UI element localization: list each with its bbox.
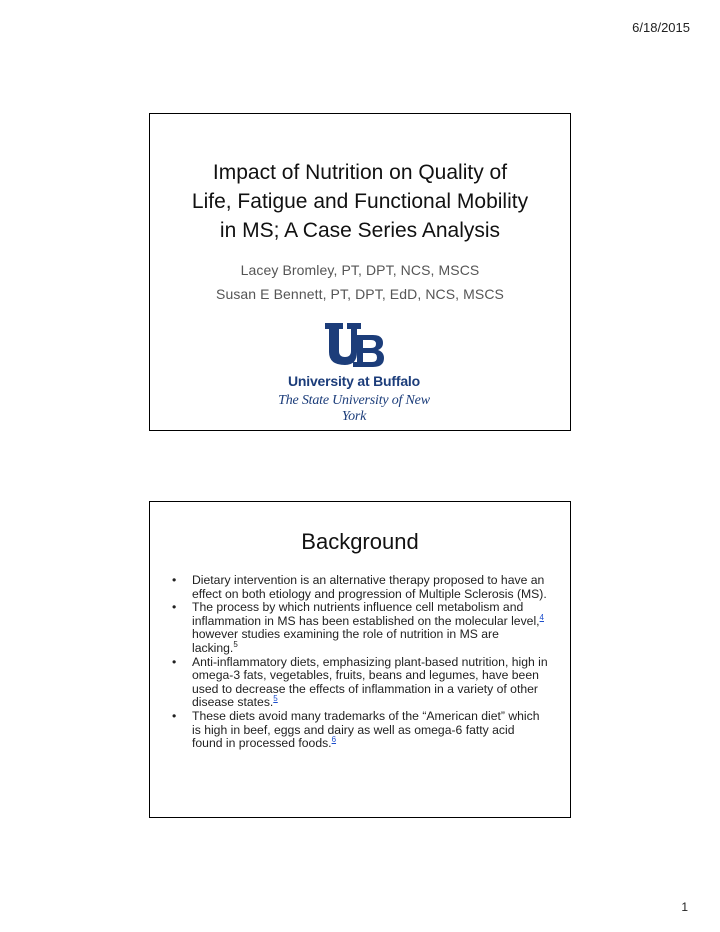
logo-text-university: University at Buffalo: [288, 373, 420, 389]
author-1: Lacey Bromley, PT, DPT, NCS, MSCS: [240, 262, 480, 278]
bullet-icon: •: [172, 600, 177, 615]
slide-title: Background: [301, 529, 419, 554]
bullet-icon: •: [172, 708, 177, 723]
logo-text-suny: The State University of New York: [278, 393, 430, 424]
bullet-list: [170, 574, 548, 751]
bullet-item: • Dietary intervention is an alternative therapy proposed to have an effect on both etiology and progression of Multiple Sclerosis (MS).: [172, 573, 547, 601]
background-slide: [149, 501, 571, 818]
bullet-item: • Anti-inflammatory diets, emphasizing plant-based nutrition, high in omega-3 fats, vegetables, fruits, beans and legumes, have been used to decrease the effects of inflammation in a variety of other disease states.$^5$: [172, 654, 548, 710]
university-logo: [268, 321, 440, 424]
page-number: 1: [681, 900, 688, 914]
bullet-icon: •: [172, 654, 177, 669]
slide-title: Impact of Nutrition on Quality of Life, Fatigue and Functional Mobility in MS; A Case Series Analysis: [191, 161, 529, 242]
title-slide: [149, 113, 571, 431]
page-date: 6/18/2015: [632, 20, 690, 35]
reference-link-4[interactable]: 4: [539, 612, 544, 622]
bullet-item: • The process by which nutrients influence cell metabolism and inflammation in MS has been established on the molecular level,$^4$ however studies examining the role of nutrition in MS are lacking.$^5$: [172, 600, 544, 655]
reference-link-5[interactable]: 5: [273, 694, 278, 704]
bullet-item: • These diets avoid many trademarks of the “American diet” which is high in beef, eggs and dairy as well as omega-6 fatty acid found in processed foods.$^6$: [172, 708, 540, 751]
reference-5: 5: [233, 639, 238, 649]
bullet-icon: •: [172, 573, 177, 587]
reference-link-6[interactable]: 6: [331, 735, 337, 745]
author-2: Susan E Bennett, PT, DPT, EdD, NCS, MSCS: [216, 286, 504, 302]
ub-monogram-icon: [323, 321, 385, 369]
